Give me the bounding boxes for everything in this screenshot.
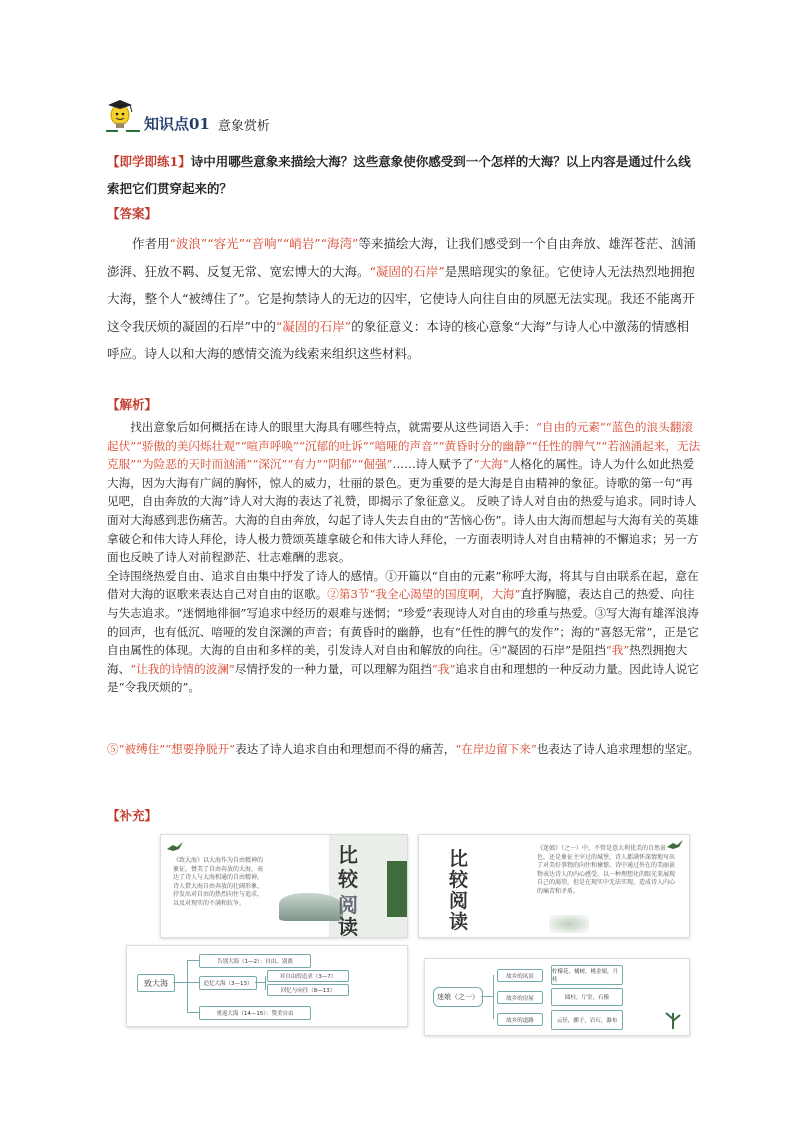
mindmap-leaf: 云径，骡子，岩石，瀑布	[551, 1010, 623, 1030]
answer-images-highlight: “波浪”“容光”“音响”“峭岩”“海湾”	[169, 236, 359, 251]
section-title: 知识点01	[144, 115, 210, 133]
analysis-label: 【解析】	[107, 397, 158, 412]
bird-icon	[165, 839, 185, 855]
analysis-highlight: “我全心渴望的国度啊，大海”	[369, 587, 521, 602]
analysis-part: ……诗人赋予了	[392, 457, 474, 472]
ink-mountain-illustration	[279, 893, 343, 921]
slide1-char: 比	[338, 843, 358, 867]
mindmap-branch: 告别大海（1—2）：自由、别离	[199, 954, 311, 968]
analysis-highlight: “在岸边留下来”	[455, 742, 537, 756]
mindmap-branch: 故乡的房屋	[497, 991, 543, 1004]
mindmap-branch: 重返大海（14—15）：赞美自由	[199, 1006, 311, 1020]
analysis-highlight: “让我的诗情的波澜”	[130, 661, 235, 676]
mindmap-branch: 故乡的道路	[497, 1013, 543, 1026]
slide1-green-bar	[387, 861, 407, 917]
analysis-text	[107, 418, 701, 697]
connector	[265, 976, 266, 990]
analysis-part: 追求自由和理想的一种反动力量。因此诗人说它是“令我厌烦的”。	[107, 661, 699, 695]
slide2-decoration	[549, 915, 589, 933]
bird-icon	[665, 837, 687, 853]
plant-decoration-icon	[661, 1007, 685, 1031]
connector	[255, 982, 265, 983]
analysis-highlight: “我”	[431, 661, 456, 676]
connector	[187, 982, 199, 983]
analysis-part: 找出意象后如何概括在诗人的眼里大海具有哪些特点，就需要从这些词语入手：	[130, 420, 536, 434]
mindmap-leaf: 圆柱，厅堂，石像	[551, 988, 623, 1006]
connector	[481, 996, 493, 997]
analysis-highlight: “自由的元素”“蓝色的浪头翻滚起伏”“骄傲的美闪烁壮观”“喧声呼唤”“沉郁的吐诉”“喑哑的声音”“黄昏时分的幽静”“任性的脾气”“若汹涌起来，无法克服”“为险恶的天时而汹涌”“深沉”“有力”“阴郁”“倔强”	[107, 420, 701, 472]
slide1-char: 阅	[338, 893, 358, 917]
practice-question	[107, 148, 701, 202]
analysis-part: 热烈拥抱大海、	[107, 643, 688, 676]
connector	[187, 1012, 199, 1013]
supplement-mindmap-1	[126, 945, 408, 1027]
analysis-part: 直抒胸臆，表达自己的热爱、向往与失志追求。“迷惘地徘徊”写追求中经历的艰难与迷惘；“珍爱”表现诗人对自由的珍重与热爱。③写大海有雄浑浪涛的回声，也有低沉、喑哑的发自深渊的声音；有黄昏时的幽静，也有“任性的脾气的发作”；海的“喜怒无常”，正是它自由属性的体现。大海的自由和多样的美，引发诗人对自由和解放的向往。④“凝固的石岸”是阻挡	[107, 587, 699, 658]
slide1-text: 《致大海》以大海作为自由精神的象征，赞美了自由奔放的大海，表达了诗人与大海相通的自由精神，诗人借大海自由奔放的壮阔形象，抒发出对自由的热烈向往与追求，以及对现实的不满和抗争。	[173, 857, 264, 907]
slide1-char: 较	[338, 867, 358, 891]
analysis-note-5	[107, 740, 701, 759]
mindmap-leaf: 对自由的追求（3—7）	[267, 970, 349, 982]
question-text: 诗中用哪些意象来描绘大海？这些意象使你感受到一个怎样的大海？以上内容是通过什么线索把它们贯穿起来的？	[107, 154, 691, 196]
supplement-slide-1	[160, 834, 408, 938]
connector	[493, 975, 494, 1019]
answer-stone-highlight: “凝固的石岸”	[275, 318, 352, 334]
supplement-mindmap-2	[424, 958, 690, 1036]
mindmap-leaf: 回忆与向往（8—13）	[267, 984, 349, 996]
answer-part: 的象征意义：本诗的核心意象“大海”与诗人心中激荡的情感相呼应。诗人以和大海的感情交流为线索来组织这些材料。	[107, 318, 689, 361]
mindmap-branch: 故乡的风景	[497, 969, 543, 982]
mindmap-root: 致大海	[137, 974, 175, 992]
answer-part: 作者用	[132, 236, 170, 251]
slide1-char: 读	[338, 915, 358, 938]
answer-text	[107, 230, 701, 368]
analysis-part: 表达了诗人追求自由和理想而不得的痛苦，	[235, 742, 456, 756]
analysis-highlight: ②第3节	[327, 587, 370, 602]
answer-stone-highlight: “凝固的石岸”	[369, 263, 445, 279]
analysis-highlight: ⑤“被缚住”“想要挣脱开”	[107, 742, 236, 756]
mindmap-branch: 追忆大海（3—13）	[199, 976, 257, 990]
connector	[173, 982, 187, 983]
analysis-highlight: “我”	[605, 643, 630, 658]
connector	[187, 960, 199, 961]
analysis-part: 人格化的属性。诗人为什么如此热爱大海，因为大海有广阔的胸怀，惊人的威力，壮丽的景色。更为重要的是大海是自由精神的象征。诗歌的第一句“再见吧，自由奔放的大海”诗人对大海的表达了礼赞，即揭示了象征意义。 反映了诗人对自由的热爱与追求。同时诗人面对大海感到悲伤痛苦。大海的自由奔放，勾起了诗人失去自由的“苦恼心伤”。诗人由大海而想起与大海有关的英雄拿破仑和伟大诗人拜伦，诗人极力赞颂英雄拿破仑和伟大诗人拜伦，一方面表明诗人对自由精神的不懈追求；另一方面也反映了诗人对前程渺茫、壮志难酬的悲哀。	[107, 457, 699, 565]
analysis-part: 尽情抒发的一种力量，可以理解为阻挡	[234, 661, 432, 676]
analysis-paragraph	[107, 567, 701, 697]
slide2-text: 《迷娘》（之一）中，不管是意大利优美的自然景色，还是象征主宰过的城堡，诗人都满怀深情地写出了对美好事物的向往和憧憬。诗中通过外在的美丽景物表达诗人的内心感受，以一种理想化的眼光来展现自己的渴望，但是在现实中无法实现，造成诗人内心的痛苦和矛盾。	[537, 845, 676, 895]
answer-label: 【答案】	[107, 206, 158, 221]
supplement-slide-2	[418, 834, 690, 938]
analysis-part: 也表达了诗人追求理想的坚定。	[536, 742, 700, 756]
mindmap-root: 迷娘（之一）	[433, 987, 483, 1007]
answer-part: 等来描绘大海，让我们感受到一个自由奔放、雄浑苍茫、汹涌澎湃、狂放不羁、反复无常、宽宏博大的大海。	[107, 236, 696, 279]
analysis-paragraph	[107, 418, 701, 567]
section-heading	[104, 94, 270, 134]
mindmap-leaf: 柠檬花，橘树，桃金娘，月桂	[551, 965, 623, 985]
answer-part: 是黑暗现实的象征。它使诗人无法热烈地拥抱大海，整个人“被缚住了”。它是拘禁诗人的无边的囚牢，它使诗人向往自由的夙愿无法实现。我还不能离开这令我厌烦的凝固的石岸”中的	[107, 263, 695, 334]
connector	[187, 960, 188, 1012]
graduate-lightbulb-icon	[104, 94, 142, 134]
question-tag: 【即学即练1】	[107, 154, 191, 169]
analysis-highlight: “大海”	[473, 457, 509, 472]
analysis-part: 全诗围绕热爱自由、追求自由集中抒发了诗人的感情。①开篇以“自由的元素”称呼大海，将其与自由联系在起，意在借对大海的讴歌来表达自己对自由的讴歌。	[107, 568, 699, 602]
slide2-title: 比较阅读	[449, 848, 469, 933]
supplement-label: 【补充】	[107, 808, 158, 823]
section-subtitle: 意象赏析	[217, 119, 270, 134]
